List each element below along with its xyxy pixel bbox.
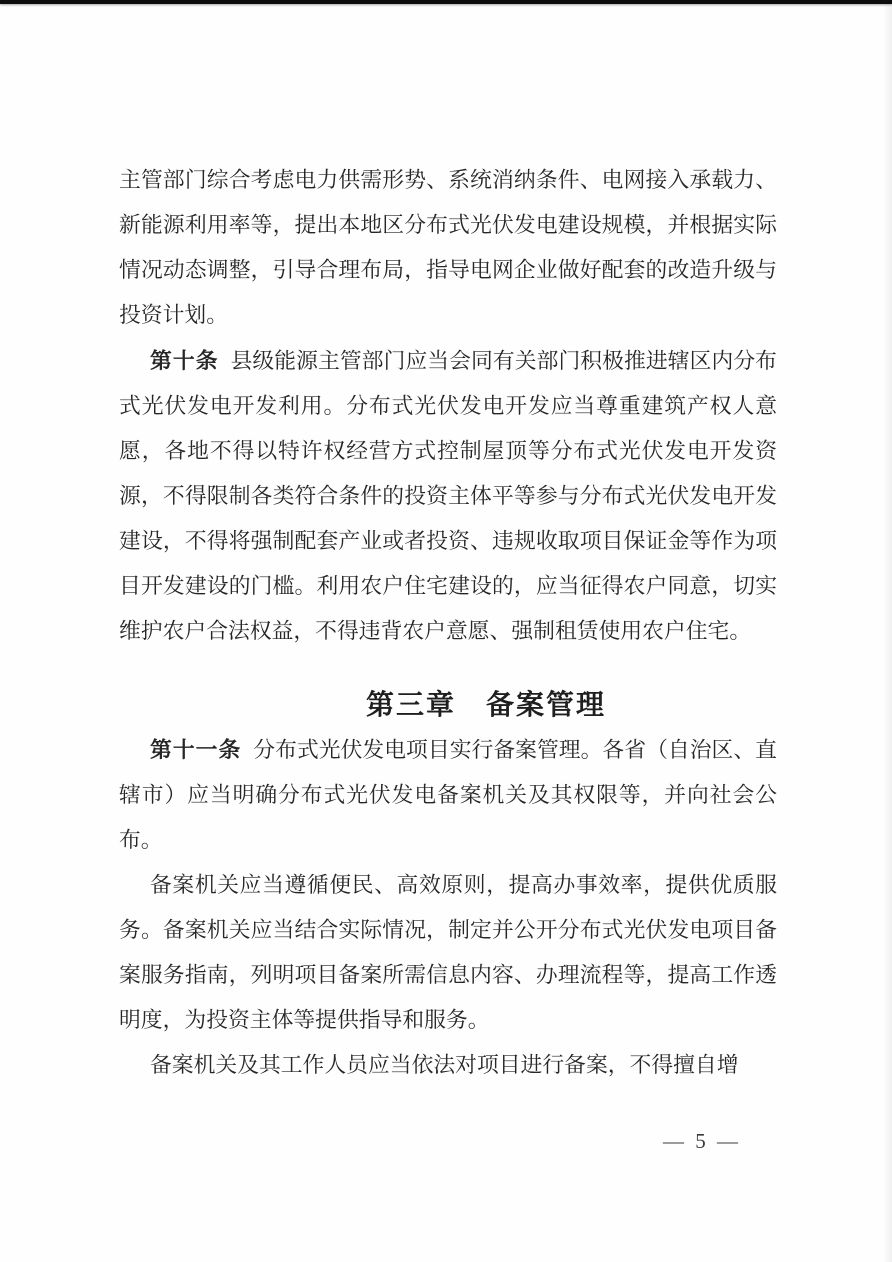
scan-top-edge [0, 0, 892, 4]
page-number: — 5 — [663, 1129, 741, 1153]
article-11-number: 第十一条 [150, 737, 242, 762]
article-10-text: 县级能源主管部门应当会同有关部门积极推进辖区内分布式光伏发电开发利用。分布式光伏发电开发应当尊重建筑产权人意愿，各地不得以特许权经营方式控制屋顶等分布式光伏发电开发资源，不得限制各类符合条件的投资主体平等参与分布式光伏发电开发建设，不得将强制配套产业或者投资、违规收取项目保证金等作为项目开发建设的门槛。利用农户住宅建设的，应当征得农户同意，切实维护农户合法权益，不得违背农户意愿、强制租赁使用农户住宅。 [119, 349, 777, 643]
paragraph-article-11 [119, 727, 777, 863]
paragraph-continuation: 主管部门综合考虑电力供需形势、系统消纳条件、电网接入承载力、新能源利用率等，提出本地区分布式光伏发电建设规模，并根据实际情况动态调整，引导合理布局，指导电网企业做好配套的改造升级与投资计划。 [119, 168, 777, 327]
chapter-heading: 第三章 备案管理 [365, 689, 606, 720]
article-11-text: 分布式光伏发电项目实行备案管理。各省（自治区、直辖市）应当明确分布式光伏发电备案机关及其权限等，并向社会公布。 [119, 738, 777, 852]
paragraph-filing-staff: 备案机关及其工作人员应当依法对项目进行备案，不得擅自增 [150, 1053, 739, 1077]
scan-right-shadow [883, 0, 892, 1262]
paragraph-filing-service: 备案机关应当遵循便民、高效原则，提高办事效率，提供优质服务。备案机关应当结合实际情况，制定并公开分布式光伏发电项目备案服务指南，列明项目备案所需信息内容、办理流程等，提高工作透明度，为投资主体等提供指导和服务。 [119, 873, 777, 1032]
article-10-number: 第十条 [150, 348, 219, 373]
document-content [119, 158, 777, 1088]
paragraph-article-10 [119, 338, 777, 654]
